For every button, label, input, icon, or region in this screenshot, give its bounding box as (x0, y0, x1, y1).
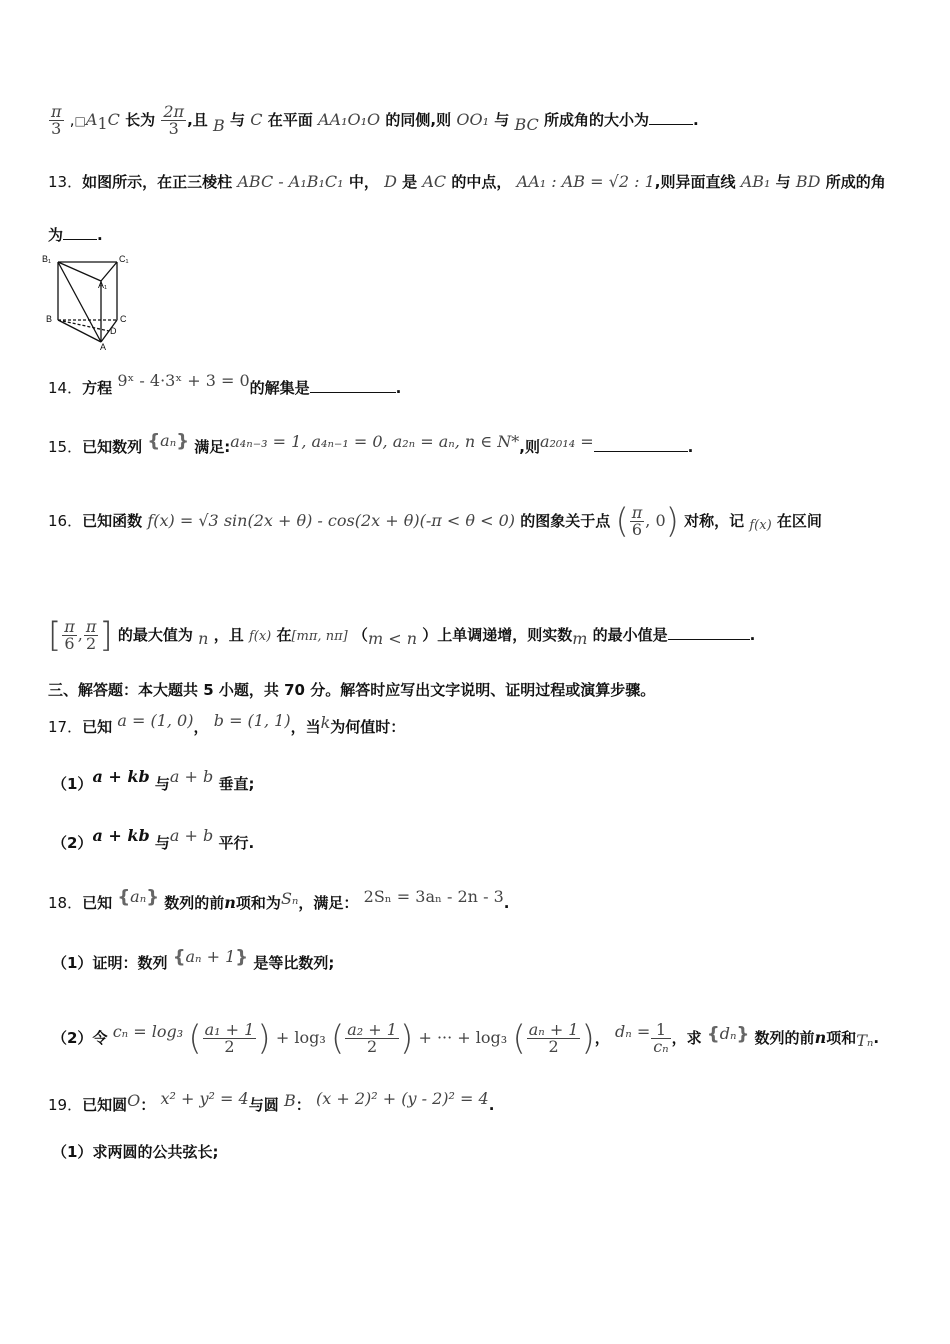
edge-a1c1 (101, 262, 117, 281)
fraction-2pi-over-3: $\frac{2\pi}{3}$ (163, 102, 185, 138)
q18-part-1: （1）证明：数列 {aₙ + 1} 是等比数列; (52, 946, 335, 972)
section-3-heading: 三、解答题：本大题共 5 小题，共 70 分。解答时应写出文字说明、证明过程或演算步骤。 (48, 681, 656, 699)
label-c1: C₁ (119, 254, 129, 264)
q17-part-1: （1）a + kb 与a + b 垂直; (52, 767, 255, 793)
q17-part-2: （2）a + kb 与a + b 平行. (52, 826, 255, 852)
answer-blank (649, 110, 693, 125)
segment-ab1 (58, 262, 101, 342)
q17-line: 17．已知 a = (1, 0)， b = (1, 1)，当k为何值时： (48, 711, 406, 736)
q12-tail-line: $\frac{\pi}{3}$ $,□A_1C$ 长为 $\frac{2\pi}{3}$ ,且 B 与 C 在平面 AA₁O₁O 的同侧,则 OO₁ 与 BC 所成角的大小为 . (51, 102, 699, 138)
q16-line: 16．已知函数 f(x) = √3 sin(2x + θ) - cos(2x + θ)(-π < θ < 0) 的图象关于点 ( $\frac{\pi}{6}$ , 0) 对称，记 f(x) 在区间 (48, 501, 822, 542)
prism-figure (40, 252, 150, 352)
answer-blank (63, 225, 97, 240)
q18-part-2: （2）令 cₙ = log₃ ( $\frac{\text{a₁ + 1}}{2}$ ) + log₃ ( $\frac{\text{a₂ + 1}}{2}$ ) + ··· + log₃ ( $\frac{\text{aₙ + 1}}{2}$ )， dₙ = $\frac{1}{\text{cₙ}}$ ，求 {dₙ} 数列的前n项和Tₙ. (52, 1018, 880, 1059)
q13-line-2: 为 . (48, 226, 103, 244)
q18-line: 18．已知 {aₙ} 数列的前n项和为Sₙ，满足： 2Sₙ = 3aₙ - 2n - 3. (48, 886, 510, 912)
label-b: B (46, 314, 53, 324)
label-a: A (100, 342, 107, 352)
fraction-pi-over-3: $\frac{\pi}{3}$ (51, 102, 62, 138)
edge-b1a1 (58, 262, 101, 281)
label-d: D (110, 326, 117, 336)
q16-line-2: [ $\frac{\pi}{6}$ , $\frac{\pi}{2}$ ] 的最大值为 n ，且 f(x) 在[mπ, nπ] （m < n ）上单调递增，则实数m 的最小值是 . (48, 615, 756, 656)
q14-line: 14．方程 9ˣ - 4·3ˣ + 3 = 0的解集是 . (48, 371, 402, 397)
q13-line: 13．如图所示，在正三棱柱 ABC - A₁B₁C₁ 中， D 是 AC 的中点， AA₁ : AB = √2 : 1,则异面直线 AB₁ 与 BD 所成的角 (48, 172, 886, 191)
label-c: C (120, 314, 127, 324)
answer-blank (310, 378, 396, 393)
q15-line: 15．已知数列 {aₙ} 满足:a₄ₙ₋₃ = 1, a₄ₙ₋₁ = 0, a₂ₙ = aₙ, n ∈ N*,则a₂₀₁₄ = . (48, 430, 694, 456)
answer-blank (668, 625, 750, 640)
answer-blank (594, 437, 688, 452)
label-b1: B₁ (42, 254, 52, 264)
label-a1: A₁ (98, 280, 108, 290)
q19-line: 19．已知圆O： x² + y² = 4与圆 B： (x + 2)² + (y - 2)² = 4. (48, 1089, 495, 1114)
q19-part-1: （1）求两圆的公共弦长; (52, 1143, 219, 1161)
